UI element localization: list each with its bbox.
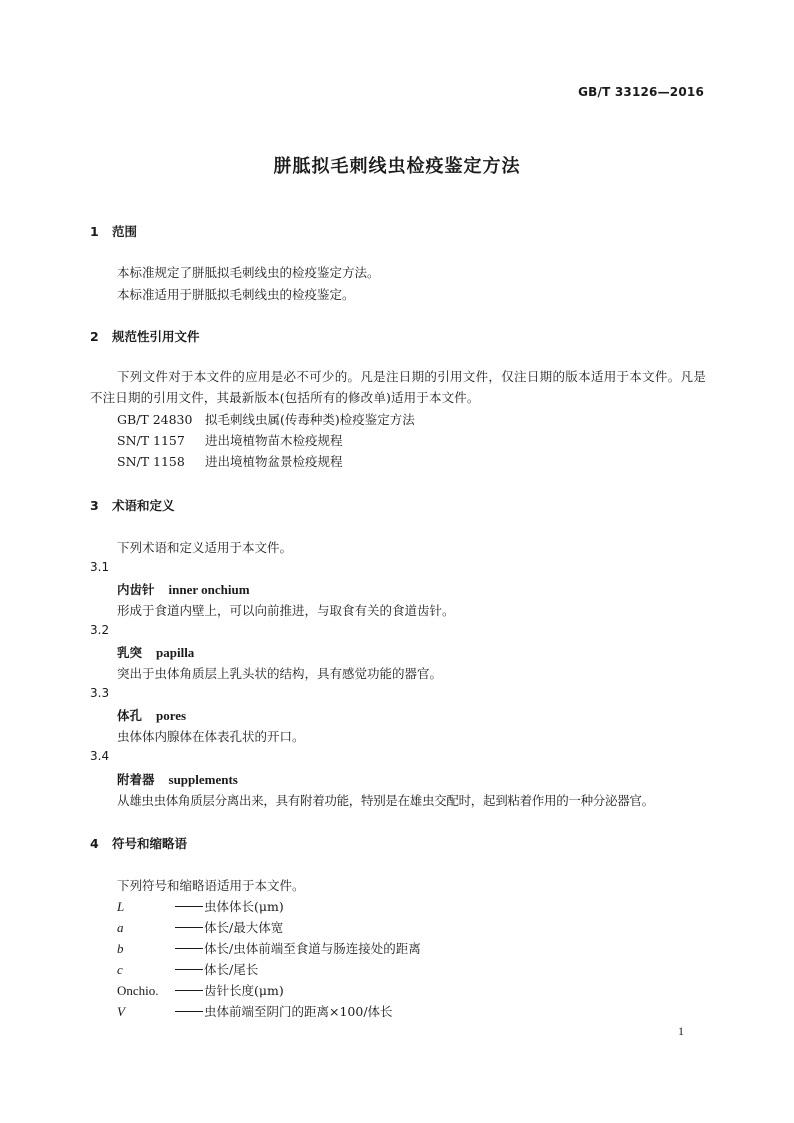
- reference-code: SN/T 1158: [117, 454, 185, 469]
- term-entry: [117, 580, 250, 598]
- section-1-heading: [90, 222, 137, 240]
- term-entry: [117, 770, 238, 788]
- term-definition: 突出于虫体角质层上乳头状的结构，具有感觉功能的器官。: [117, 666, 443, 681]
- symbol-definition: 虫体体长(μm): [204, 899, 284, 914]
- section-4-intro: 下列符号和缩略语适用于本文件。: [117, 878, 305, 893]
- section-title: 范围: [112, 224, 138, 239]
- term-definition: 从雄虫虫体角质层分离出来，具有附着功能，特别是在雄虫交配时，起到粘着作用的一种分泌器官。: [117, 793, 654, 808]
- symbol: L: [117, 899, 125, 914]
- term-chinese: 乳突: [117, 645, 143, 660]
- reference-item: [117, 431, 343, 449]
- reference-title: 进出境植物苗木检疫规程: [205, 433, 343, 448]
- dash-separator: [175, 948, 203, 949]
- section-1-paragraph-1: 本标准规定了胼胝拟毛刺线虫的检疫鉴定方法。: [117, 265, 380, 280]
- reference-item: [117, 410, 415, 428]
- term-clause-number: 3.1: [90, 560, 110, 574]
- symbol-definition: 虫体前端至阴门的距离×100/体长: [204, 1004, 393, 1019]
- dash-separator: [175, 906, 203, 907]
- symbol-row: [117, 897, 284, 915]
- term-clause-number: 3.4: [90, 749, 110, 763]
- term-clause-number: 3.3: [90, 686, 110, 700]
- document-title: 胼胝拟毛刺线虫检疫鉴定方法: [273, 156, 521, 177]
- symbol-row: [117, 918, 283, 936]
- standard-code: GB/T 33126—2016: [578, 85, 704, 99]
- reference-title: 进出境植物盆景检疫规程: [205, 454, 343, 469]
- dash-separator: [175, 990, 203, 991]
- reference-title: 拟毛刺线虫属(传毒种类)检疫鉴定方法: [205, 412, 415, 427]
- symbol-definition: 齿针长度(μm): [204, 983, 284, 998]
- symbol: V: [117, 1004, 125, 1019]
- symbol: c: [117, 962, 123, 977]
- section-2-heading: [90, 327, 200, 345]
- symbol: b: [117, 941, 124, 956]
- term-english: papilla: [156, 645, 195, 660]
- term-entry: [117, 706, 186, 724]
- section-title: 术语和定义: [112, 498, 175, 513]
- symbol: Onchio.: [117, 983, 159, 998]
- dash-separator: [175, 1011, 203, 1012]
- page-number: 1: [678, 1024, 684, 1038]
- symbol-definition: 体长/尾长: [204, 962, 259, 977]
- section-title: 规范性引用文件: [112, 329, 200, 344]
- term-english: inner onchium: [168, 582, 250, 597]
- section-3-heading: [90, 496, 175, 514]
- reference-item: [117, 452, 343, 470]
- term-chinese: 体孔: [117, 708, 143, 723]
- term-english: supplements: [168, 772, 238, 787]
- symbol-definition: 体长/虫体前端至食道与肠连接处的距离: [204, 941, 421, 956]
- term-english: pores: [156, 708, 187, 723]
- symbol-row: [117, 981, 284, 999]
- term-entry: [117, 643, 194, 661]
- section-number: 2: [90, 329, 99, 344]
- reference-code: GB/T 24830: [117, 412, 193, 427]
- symbol-definition: 体长/最大体宽: [204, 920, 284, 935]
- dash-separator: [175, 969, 203, 970]
- section-2-intro: 下列文件对于本文件的应用是必不可少的。凡是注日期的引用文件，仅注日期的版本适用于本文件。凡是不注日期的引用文件，其最新版本(包括所有的修改单)适用于本文件。: [90, 369, 706, 405]
- term-definition: 虫体体内腺体在体表孔状的开口。: [117, 729, 305, 744]
- symbol-row: [117, 1002, 393, 1020]
- section-title: 符号和缩略语: [112, 836, 188, 851]
- term-clause-number: 3.2: [90, 623, 110, 637]
- section-3-intro: 下列术语和定义适用于本文件。: [117, 540, 293, 555]
- section-number: 3: [90, 498, 99, 513]
- term-chinese: 附着器: [117, 772, 155, 787]
- dash-separator: [175, 927, 203, 928]
- section-number: 1: [90, 224, 99, 239]
- reference-code: SN/T 1157: [117, 433, 185, 448]
- symbol-row: [117, 960, 258, 978]
- section-1-paragraph-2: 本标准适用于胼胝拟毛刺线虫的检疫鉴定。: [117, 287, 355, 302]
- section-4-heading: [90, 834, 187, 852]
- symbol: a: [117, 920, 124, 935]
- term-chinese: 内齿针: [117, 582, 155, 597]
- term-definition: 形成于食道内壁上，可以向前推进，与取食有关的食道齿针。: [117, 603, 455, 618]
- section-number: 4: [90, 836, 99, 851]
- symbol-row: [117, 939, 421, 957]
